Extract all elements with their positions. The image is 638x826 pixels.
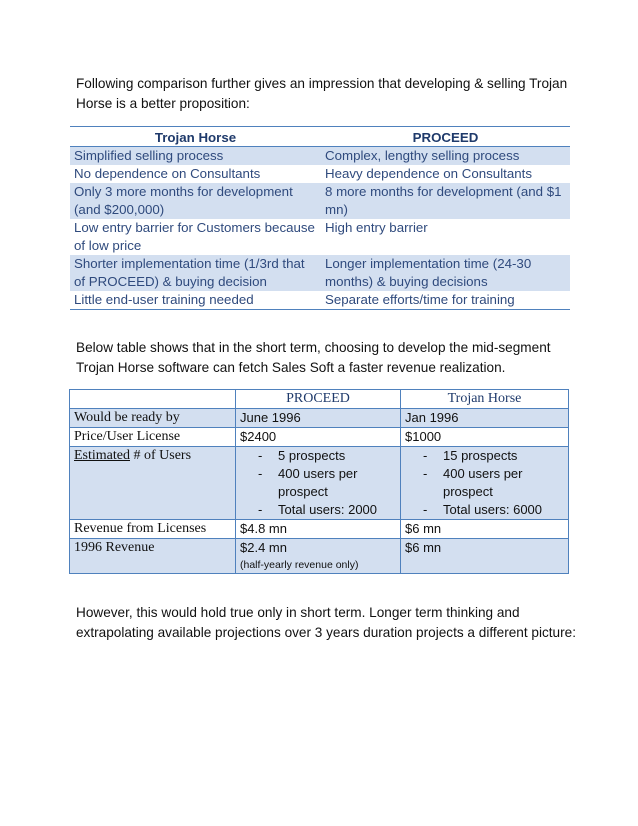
table-row <box>70 255 570 291</box>
table-cell: 8 more months for development (and $1 mn) <box>321 183 570 219</box>
column-header-trojan-horse: Trojan Horse <box>70 127 321 147</box>
table-cell: $1000 <box>401 428 569 447</box>
table-row <box>70 428 569 447</box>
table-row <box>70 520 569 539</box>
list-item: - Total users: 2000 <box>258 501 396 519</box>
table-cell: June 1996 <box>236 409 401 428</box>
table-cell: Low entry barrier for Customers because of low price <box>74 220 315 253</box>
list-item: - 15 prospects <box>423 447 564 465</box>
table-row <box>70 447 569 520</box>
table-row <box>70 219 570 255</box>
column-header-trojan-horse: Trojan Horse <box>401 390 569 409</box>
table-cell: $2400 <box>236 428 401 447</box>
table-cell: Jan 1996 <box>401 409 569 428</box>
proceed-users-list <box>240 447 396 519</box>
comparison-table <box>70 126 570 310</box>
list-item: - 400 users per prospect <box>423 465 564 501</box>
table-row <box>70 539 569 574</box>
table-cell: Only 3 more months for development (and $200,000) <box>70 183 321 219</box>
table-cell: $4.8 mn <box>236 520 401 539</box>
table-header-row <box>70 127 570 147</box>
table-cell <box>236 447 401 520</box>
table-row <box>70 183 570 219</box>
row-label: Revenue from Licenses <box>70 520 236 539</box>
table-row <box>70 147 570 166</box>
table-cell: Complex, lengthy selling process <box>321 147 570 166</box>
table-row <box>70 165 570 183</box>
table-cell: $6 mn <box>401 539 569 574</box>
column-header-proceed: PROCEED <box>321 127 570 147</box>
list-item: - Total users: 6000 <box>423 501 564 519</box>
row-label-rest: # of Users <box>130 448 192 463</box>
row-label: 1996 Revenue <box>70 539 236 574</box>
closing-paragraph: However, this would hold true only in short term. Longer term thinking and extrapolating available projections over 3 years duration projects a different picture: <box>76 605 576 640</box>
revenue-note: (half-yearly revenue only) <box>240 559 359 571</box>
table-cell: Simplified selling process <box>70 147 321 166</box>
row-label <box>70 447 236 520</box>
revenue-value: $2.4 mn <box>240 540 287 555</box>
table-header-row <box>70 390 569 409</box>
table-cell: Longer implementation time (24-30 months) & buying decisions <box>321 255 570 291</box>
table-cell: No dependence on Consultants <box>74 166 261 181</box>
table-row <box>70 291 570 310</box>
second-paragraph: Below table shows that in the short term, choosing to develop the mid-segment Trojan Horse software can fetch Sales Soft a faster revenue realization. <box>76 340 551 375</box>
underlined-word: Estimated <box>74 448 130 463</box>
column-header-proceed: PROCEED <box>236 390 401 409</box>
intro-paragraph: Following comparison further gives an impression that developing & selling Trojan Horse is a better proposition: <box>76 76 568 111</box>
table-cell <box>236 539 401 574</box>
table-cell: Separate efforts/time for training <box>321 291 570 310</box>
table-cell <box>401 447 569 520</box>
table-cell: Little end-user training needed <box>70 291 321 310</box>
table-cell: $6 mn <box>401 520 569 539</box>
table-cell: High entry barrier <box>325 220 428 235</box>
trojan-users-list <box>405 447 564 519</box>
list-item: - 400 users per prospect <box>258 465 396 501</box>
row-label: Would be ready by <box>70 409 236 428</box>
revenue-table <box>69 389 569 574</box>
table-cell: Heavy dependence on Consultants <box>325 166 532 181</box>
column-header-empty <box>70 390 236 409</box>
table-cell: Shorter implementation time (1/3rd that of PROCEED) & buying decision <box>70 255 321 291</box>
row-label: Price/User License <box>70 428 236 447</box>
list-item: - 5 prospects <box>258 447 396 465</box>
table-row <box>70 409 569 428</box>
